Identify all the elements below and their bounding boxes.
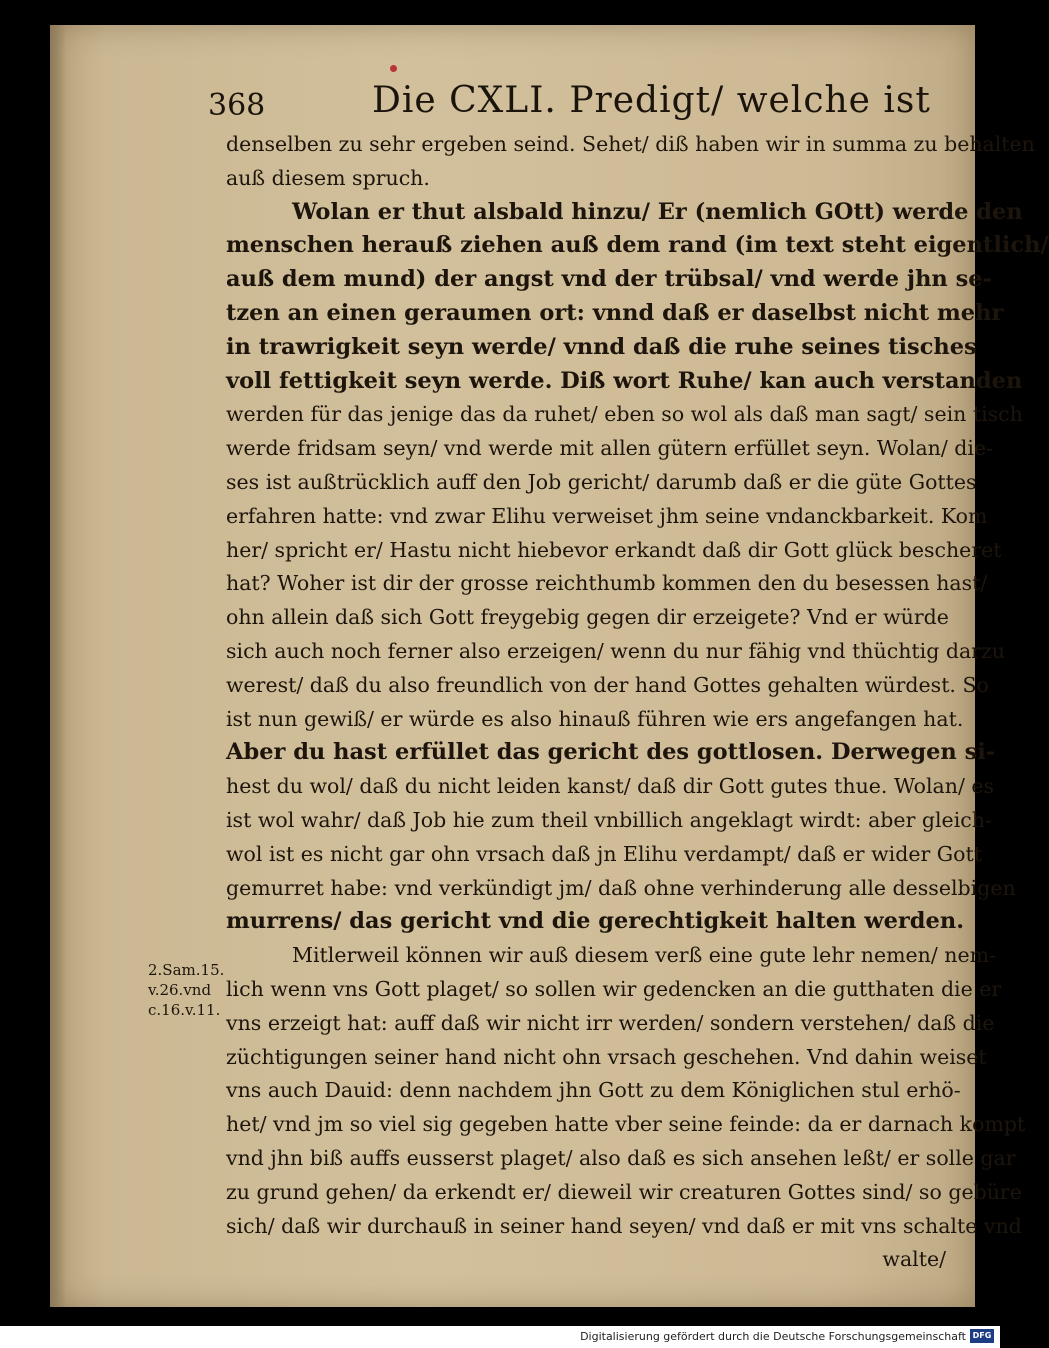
text-line: Wolan er thut alsbald hinzu/ Er (nemlich GOtt) werde den xyxy=(292,198,1023,225)
text-line: hest du wol/ daß du nicht leiden kanst/ daß dir Gott gutes thue. Wolan/ es xyxy=(226,774,995,799)
text-line: werde fridsam seyn/ vnd werde mit allen gütern erfüllet seyn. Wolan/ die- xyxy=(226,436,994,461)
text-line: zu grund gehen/ da erkendt er/ dieweil wir creaturen Gottes sind/ so gebüre xyxy=(226,1179,1022,1204)
red-marker-dot xyxy=(390,65,397,72)
text-line: het/ vnd jm so viel sig gegeben hatte vber seine feinde: da er darnach kompt xyxy=(226,1112,1026,1137)
text-line: hat? Woher ist dir der grosse reichthumb kommen den du besessen hast/ xyxy=(226,571,988,596)
dfg-logo: DFG xyxy=(970,1329,994,1343)
text-line: voll fettigkeit seyn werde. Diß wort Ruhe/ kan auch verstanden xyxy=(226,367,1023,394)
text-line: werest/ daß du also freundlich von der hand Gottes gehalten würdest. So xyxy=(226,672,989,697)
text-line: werden für das jenige das da ruhet/ eben so wol als daß man sagt/ sein tisch xyxy=(226,402,1023,427)
page-number: 368 xyxy=(208,88,266,123)
text-line: sich/ daß wir durchauß in seiner hand seyen/ vnd daß er mit vns schalte vnd xyxy=(226,1213,1022,1238)
text-line: ist nun gewiß/ er würde es also hinauß führen wie ers angefangen hat. xyxy=(226,706,964,731)
text-line: ist wol wahr/ daß Job hie zum theil vnbillich angeklagt wirdt: aber gleich- xyxy=(226,807,992,832)
running-head: Die CXLI. Predigt/ welche ist xyxy=(372,80,931,121)
text-line: vns auch Dauid: denn nachdem jhn Gott zu dem Königlichen stul erhö- xyxy=(226,1078,961,1103)
text-line: denselben zu sehr ergeben seind. Sehet/ diß haben wir in summa zu behalten xyxy=(226,132,1035,156)
page-gutter-shadow xyxy=(50,25,66,1307)
text-line: tzen an einen geraumen ort: vnnd daß er daselbst nicht mehr xyxy=(226,299,1004,326)
margin-reference xyxy=(148,960,224,1020)
funding-credit: Digitalisierung gefördert durch die Deutsche Forschungsgemeinschaft xyxy=(580,1330,966,1343)
text-line: sich auch noch ferner also erzeigen/ wenn du nur fähig vnd thüchtig darzu xyxy=(226,638,1005,663)
text-line: gemurret habe: vnd verkündigt jm/ daß ohne verhinderung alle desselbigen xyxy=(226,875,1016,900)
text-line: wol ist es nicht gar ohn vrsach daß jn Elihu verdampt/ daß er wider Gott xyxy=(226,841,982,866)
text-line: auß dem mund) der angst vnd der trübsal/ vnd werde jhn se- xyxy=(226,266,992,293)
text-line: Aber du hast erfüllet das gericht des gottlosen. Derwegen si- xyxy=(226,739,996,766)
text-line: ses ist außtrücklich auff den Job gericht/ darumb daß er die güte Gottes xyxy=(226,469,977,494)
text-line: vnd jhn biß auffs eusserst plaget/ also daß es sich ansehen leßt/ er solle gar xyxy=(226,1145,1016,1170)
text-line: lich wenn vns Gott plaget/ so sollen wir gedencken an die gutthaten die er xyxy=(226,976,1002,1001)
text-line: in trawrigkeit seyn werde/ vnnd daß die ruhe seines tisches xyxy=(226,333,977,360)
sermon-body-text xyxy=(226,128,1049,1277)
text-line: her/ spricht er/ Hastu nicht hiebevor erkandt daß dir Gott glück bescheret xyxy=(226,537,1002,562)
text-line: erfahren hatte: vnd zwar Elihu verweiset jhm seine vndanckbarkeit. Kom xyxy=(226,503,988,528)
text-line: auß diesem spruch. xyxy=(226,165,430,190)
catchword: walte/ xyxy=(882,1247,946,1272)
margin-reference-line: c.16.v.11. xyxy=(148,1001,221,1019)
text-line: züchtigungen seiner hand nicht ohn vrsach geschehen. Vnd dahin weiset xyxy=(226,1044,987,1069)
text-line: Mitlerweil können wir auß diesem verß eine gute lehr nemen/ nem- xyxy=(292,943,996,968)
text-line: menschen herauß ziehen auß dem rand (im text steht eigentlich/ xyxy=(226,232,1049,259)
text-line: vns erzeigt hat: auff daß wir nicht irr werden/ sondern verstehen/ daß die xyxy=(226,1010,995,1035)
margin-reference-line: v.26.vnd xyxy=(148,981,212,999)
text-line: murrens/ das gericht vnd die gerechtigkeit halten werden. xyxy=(226,908,965,935)
margin-reference-line: 2.Sam.15. xyxy=(148,961,225,979)
text-line: ohn allein daß sich Gott freygebig gegen dir erzeigete? Vnd er würde xyxy=(226,605,949,630)
